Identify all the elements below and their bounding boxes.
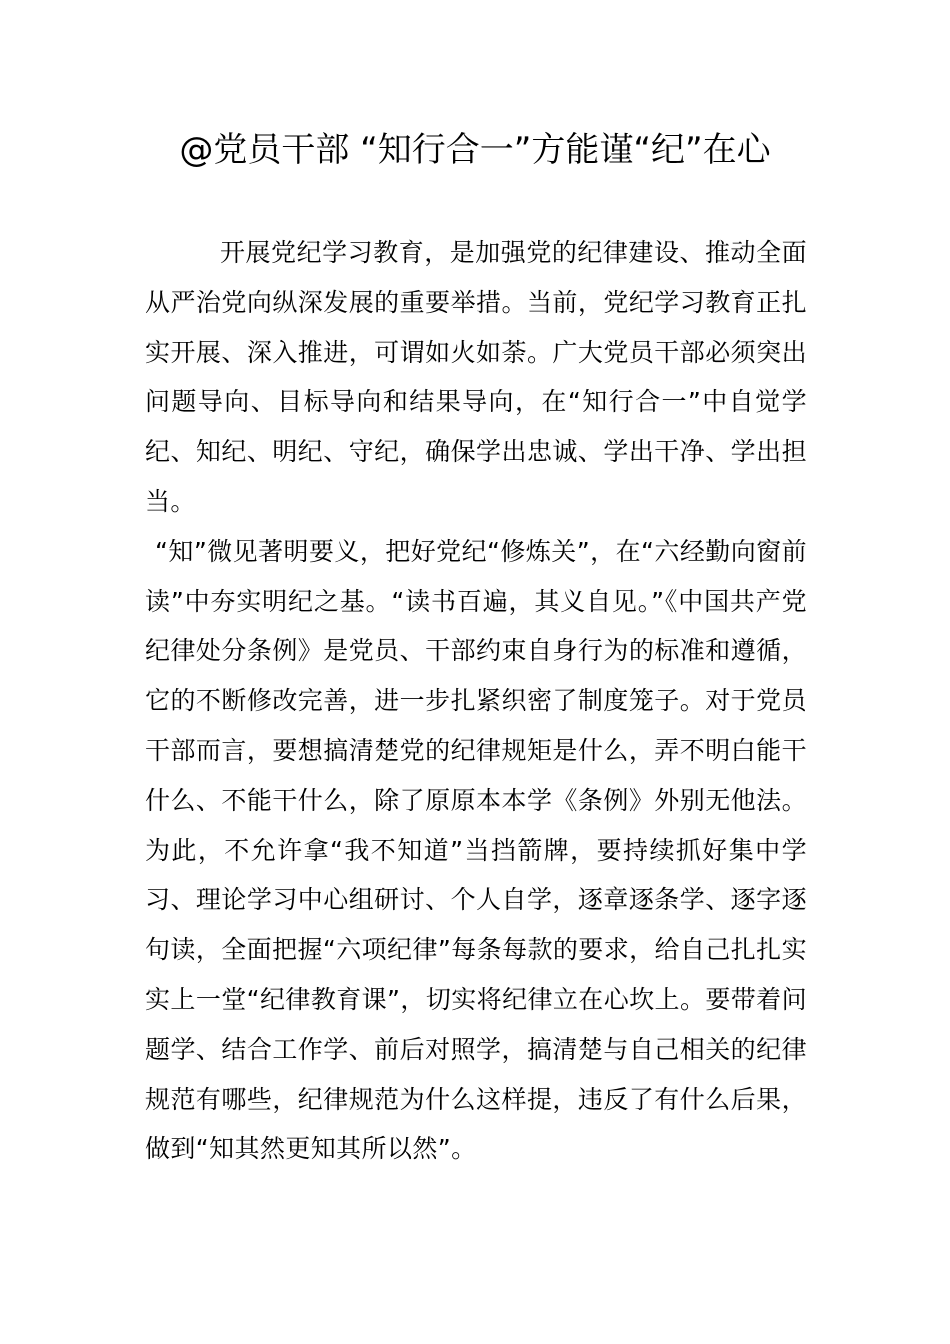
paragraph-know: “知”微见著明要义，把好党纪“修炼关”，在“六经勤向窗前读”中夯实明纪之基。“读书百遍，其义自见。”《中国共产党纪律处分条例》是党员、干部约束自身行为的标准和遵循，它的不断修改完善，进一步扎紧织密了制度笼子。对于党员干部而言，要想搞清楚党的纪律规矩是什么，弄不明白能干什么、不能干什么，除了原原本本学《条例》外别无他法。为此，不允许拿“我不知道”当挡箭牌，要持续抓好集中学习、理论学习中心组研讨、个人自学，逐章逐条学、逐字逐句读，全面把握“六项纪律”每条每款的要求，给自己扎扎实实上一堂“纪律教育课”，切实将纪律立在心坎上。要带着问题学、结合工作学、前后对照学，搞清楚与自己相关的纪律规范有哪些，纪律规范为什么这样提，违反了有什么后果，做到“知其然更知其所以然”。 <box>145 536 807 1164</box>
paragraph-intro: 开展党纪学习教育，是加强党的纪律建设、推动全面从严治党向纵深发展的重要举措。当前，党纪学习教育正扎实开展、深入推进，可谓如火如荼。广大党员干部必须突出问题导向、目标导向和结果导向，在“知行合一”中自觉学纪、知纪、明纪、守纪，确保学出忠诚、学出干净、学出担当。 <box>145 238 807 516</box>
document-title: @党员干部 “知行合一”方能谨“纪”在心 <box>179 130 771 170</box>
document-body <box>145 228 807 1174</box>
